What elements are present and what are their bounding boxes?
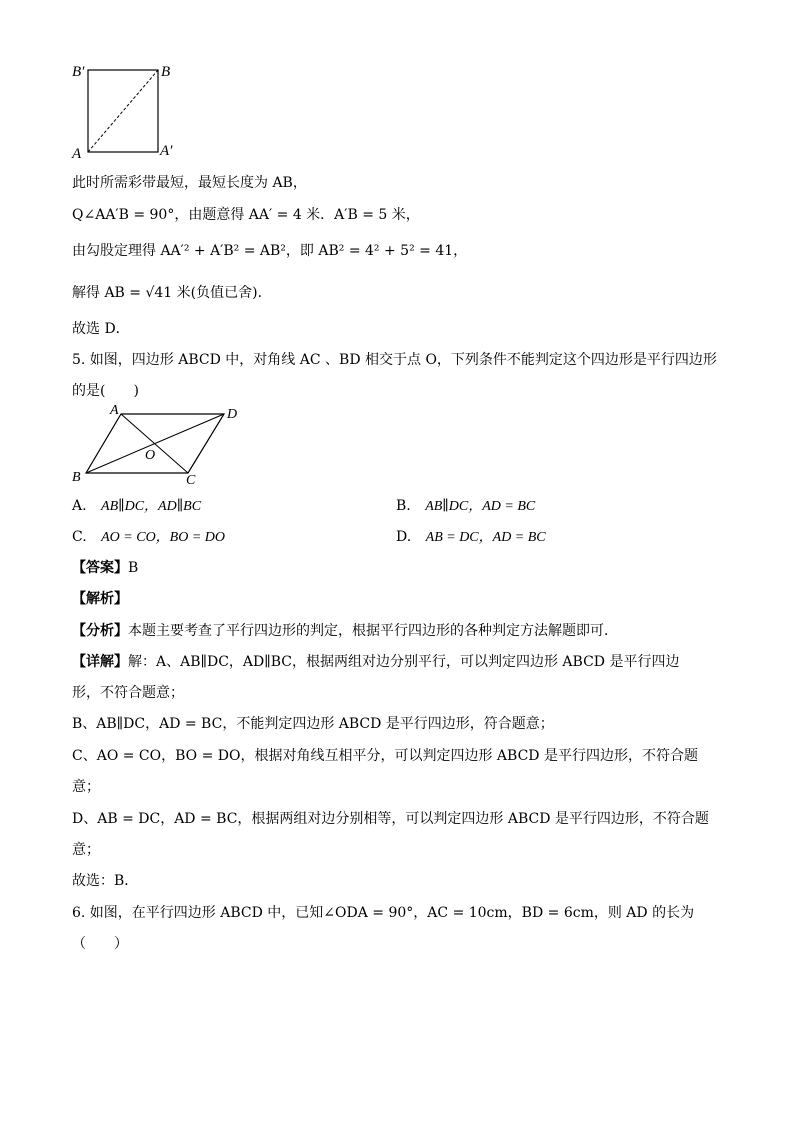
option-b-text: AB∥DC，AD = BC	[425, 499, 536, 514]
vertex-c: C	[186, 473, 196, 488]
option-c-text: AO = CO，BO = DO	[101, 530, 226, 545]
option-d-text: AB = DC，AD = BC	[425, 530, 546, 545]
q4-line5: 故选 D．	[72, 321, 130, 337]
q4-line1: 此时所需彩带最短，最短长度为 AB，	[72, 175, 307, 191]
option-d	[396, 526, 546, 546]
q6-stem-line1: 6. 如图，在平行四边形 ABCD 中，已知∠ODA = 90°，AC = 10cm，BD = 6cm，则 AD 的长为	[72, 905, 695, 921]
option-c	[72, 526, 225, 546]
vertex-d: D	[227, 407, 238, 422]
fenxi-line	[72, 620, 618, 640]
square-diagonal	[88, 70, 158, 152]
q4-line4: 解得 AB = √41 米(负值已舍)．	[72, 285, 272, 301]
vertex-b: B	[72, 470, 81, 485]
label-b-prime: B′	[72, 64, 85, 80]
detail-text1: 解：A、AB∥DC，AD∥BC，根据两组对边分别平行，可以判定四边形 ABCD 是平行四边	[128, 654, 680, 670]
analysis-tag: 【解析】	[72, 591, 128, 607]
label-b: B	[161, 64, 171, 80]
q4-line2: Q∠AA′B = 90°，由题意得 AA′ = 4 米．A′B = 5 米，	[72, 207, 420, 223]
detail-line8: 故选：B．	[72, 873, 139, 889]
detail-line1	[72, 651, 679, 671]
option-b-letter: B.	[396, 498, 411, 514]
q5-stem-line1: 5. 如图，四边形 ABCD 中，对角线 AC 、BD 相交于点 O，下列条件不能判定这个四边形是平行四边形	[72, 352, 717, 368]
q5-stem-line2: 的是( )	[72, 383, 139, 399]
option-d-letter: D.	[396, 529, 412, 545]
parallelogram-figure	[66, 400, 256, 490]
option-a-text: AB∥DC，AD∥BC	[101, 499, 202, 514]
option-c-letter: C.	[72, 529, 87, 545]
diagonal-bd	[86, 414, 224, 473]
answer-value: B	[128, 560, 139, 576]
option-a-letter: A.	[72, 498, 87, 514]
detail-line4: C、AO = CO，BO = DO，根据对角线互相平分，可以判定四边形 ABCD 是平行四边形，不符合题	[72, 748, 698, 764]
fenxi-text: 本题主要考查了平行四边形的判定，根据平行四边形的各种判定方法解题即可．	[128, 623, 618, 639]
answer-tag: 【答案】	[72, 560, 128, 576]
q4-line3: 由勾股定理得 AA′² + A′B² = AB²，即 AB² = 4² + 5² = 41，	[72, 243, 468, 259]
label-a-prime: A′	[160, 143, 173, 159]
square-figure	[66, 60, 186, 164]
vertex-a: A	[110, 403, 119, 418]
fenxi-tag: 【分析】	[72, 623, 128, 639]
detail-line6: D、AB = DC，AD = BC，根据两组对边分别相等，可以判定四边形 ABCD 是平行四边形，不符合题	[72, 811, 709, 827]
center-o: O	[145, 448, 156, 463]
label-a: A	[72, 146, 82, 162]
detail-line3: B、AB∥DC，AD = BC，不能判定四边形 ABCD 是平行四边形，符合题意；	[72, 716, 554, 732]
answer-line	[72, 557, 138, 577]
detail-line5: 意；	[72, 779, 100, 795]
option-b	[396, 495, 535, 515]
option-a	[72, 495, 201, 515]
detail-tag: 【详解】	[72, 654, 128, 670]
detail-line2: 形，不符合题意；	[72, 685, 184, 701]
detail-line7: 意；	[72, 842, 100, 858]
q6-stem-line2: （ ）	[72, 936, 128, 952]
